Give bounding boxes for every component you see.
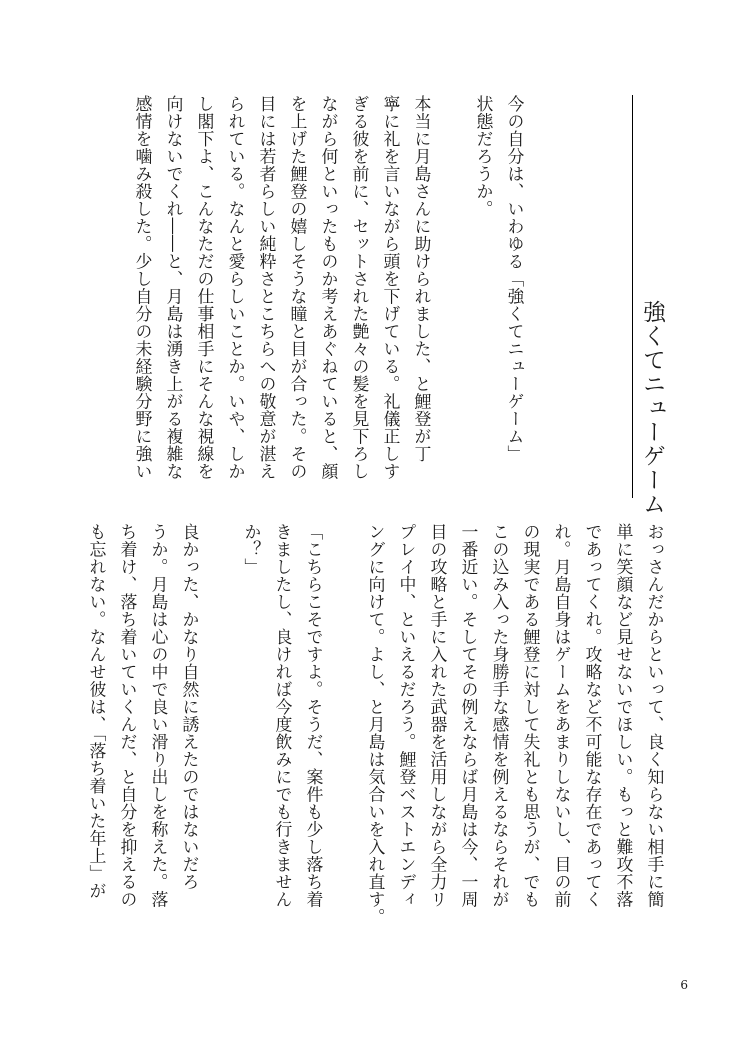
- paragraph-gap: [329, 523, 360, 533]
- upper-text-block: [133, 95, 530, 510]
- page-number: 6: [680, 978, 688, 992]
- paragraph-gap: [437, 95, 468, 105]
- text-column: 単に笑顔など見せないでほしい。もっと難攻不落: [614, 523, 634, 908]
- text-column: ぎる彼を前に、セットされた艶々の髪を見下ろし: [350, 95, 370, 480]
- text-column: れ。月島自身はゲームをあまりしないし、目の前: [552, 523, 572, 908]
- paragraph-gap: [205, 523, 236, 533]
- text-column: 寧に礼を言いながら頭を下げている。礼儀正しす: [381, 95, 401, 480]
- text-column: うか。月島は心の中で良い滑り出しを称えた。落: [149, 523, 169, 908]
- text-column: も忘れない。なんせ彼は、「落ち着いた年上」が: [87, 523, 107, 900]
- text-column: 目には若者らしい純粋さとこちらへの敬意が湛え: [257, 95, 277, 480]
- text-column: 状態だろうか。: [474, 95, 494, 218]
- text-column: 「こちらこそですよ。そうだ、案件も少し落ち着: [304, 523, 324, 908]
- text-column: られている。なんと愛らしいことか。いや、しか: [226, 95, 246, 480]
- text-column: を上げた鯉登の嬉しそうな瞳と目が合った。その: [288, 95, 308, 480]
- text-column: ングに向けて。よし、と月島は気合いを入れ直す。: [366, 523, 386, 926]
- text-column: ながら何といったものか考えあぐねていると、顔: [319, 95, 339, 480]
- text-column: 目の攻略と手に入れた武器を活用しながら全力リ: [428, 523, 448, 908]
- text-column: 向けないでくれ――と、月島は湧き上がる複雑な: [164, 95, 184, 480]
- text-column: 本当に月島さんに助けられました、と鯉登が丁: [412, 95, 432, 463]
- text-column: おっさんだからといって、良く知らない相手に簡: [645, 523, 665, 908]
- text-column: ち着け、落ち着いていくんだ、と自分を抑えるの: [118, 523, 138, 908]
- text-column: か？」: [242, 523, 262, 576]
- text-column: 良かった、かなり自然に誘えたのではないだろ: [180, 523, 200, 891]
- text-column: 一番近い。そしてその例えならば月島は今、一周: [459, 523, 479, 908]
- text-column: し閣下よ、こんなただの仕事相手にそんな視線を: [195, 95, 215, 480]
- chapter-title: 強くてニューゲーム: [639, 300, 665, 516]
- text-column: であってくれ。攻略など不可能な存在であってく: [583, 523, 603, 908]
- lower-text-block: [87, 523, 670, 961]
- text-column: の現実である鯉登に対して失礼とも思うが、でも: [521, 523, 541, 908]
- text-column: 感情を噛み殺した。少し自分の未経験分野に強い: [133, 95, 153, 480]
- text-column: きましたし、良ければ今度飲みにでも行きません: [273, 523, 293, 908]
- text-column: この込み入った身勝手な感情を例えるならそれが: [490, 523, 510, 908]
- text-column: 今の自分は、いわゆる「強くてニューゲーム」: [505, 95, 525, 463]
- text-column: プレイ中、といえるだろう。鯉登ベストエンディ: [397, 523, 417, 908]
